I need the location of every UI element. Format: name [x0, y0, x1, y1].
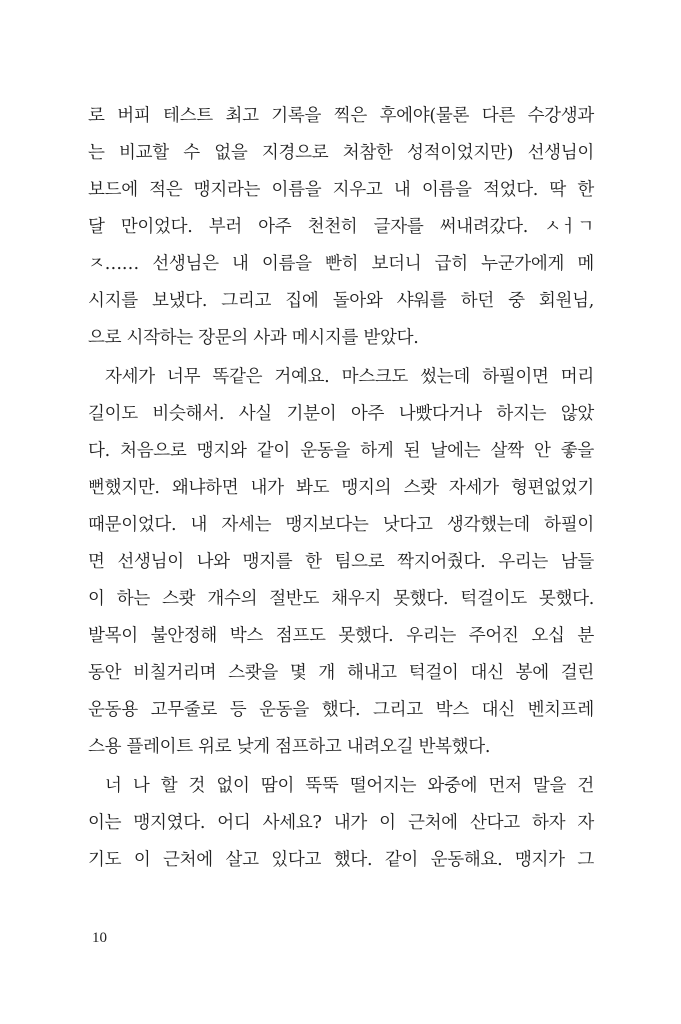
text-line: 시지를 보냈다. 그리고 집에 돌아와 샤워를 하던 중 회원님,: [88, 291, 594, 311]
body-text: [88, 98, 594, 879]
text-line: 자세가 너무 똑같은 거예요. 마스크도 썼는데 하필이면 머리: [105, 367, 594, 387]
paragraph-3: [88, 768, 594, 879]
text-line: 뻔했지만. 왜냐하면 내가 봐도 맹지의 스쾃 자세가 형편없었기: [88, 478, 594, 498]
text-line: 로 버피 테스트 최고 기록을 찍은 후에야(물론 다른 수강생과: [88, 106, 594, 126]
text-line: 보드에 적은 맹지라는 이름을 지우고 내 이름을 적었다. 딱 한: [88, 180, 594, 200]
text-line: 길이도 비슷해서. 사실 기분이 아주 나빴다거나 하지는 않았: [88, 404, 594, 424]
text-line: 발목이 불안정해 박스 점프도 못했다. 우리는 주어진 오십 분: [88, 626, 594, 646]
text-line: ㅈ…… 선생님은 내 이름을 빤히 보더니 급히 누군가에게 메: [88, 254, 594, 274]
text-line: 스용 플레이트 위로 낮게 점프하고 내려오길 반복했다.: [88, 737, 491, 757]
text-line: 기도 이 근처에 살고 있다고 했다. 같이 운동해요. 맹지가 그: [88, 850, 594, 870]
text-line: 달 만이었다. 부러 아주 천천히 글자를 써내려갔다. ㅅㅓㄱ: [88, 217, 594, 237]
paragraph-2: [88, 359, 594, 766]
text-line: 이는 맹지였다. 어디 사세요? 내가 이 근처에 산다고 하자 자: [88, 813, 594, 833]
text-line: 이 하는 스쾃 개수의 절반도 채우지 못했다. 턱걸이도 못했다.: [88, 589, 594, 609]
text-line: 운동용 고무줄로 등 운동을 했다. 그리고 박스 대신 벤치프레: [88, 700, 594, 720]
text-line: 동안 비칠거리며 스쾃을 몇 개 해내고 턱걸이 대신 봉에 걸린: [88, 663, 594, 683]
text-line: 으로 시작하는 장문의 사과 메시지를 받았다.: [88, 328, 419, 348]
text-line: 면 선생님이 나와 맹지를 한 팀으로 짝지어줬다. 우리는 남들: [88, 552, 594, 572]
paragraph-1: [88, 98, 594, 357]
text-line: 다. 처음으로 맹지와 같이 운동을 하게 된 날에는 살짝 안 좋을: [88, 441, 594, 461]
text-line: 는 비교할 수 없을 지경으로 처참한 성적이었지만) 선생님이: [88, 143, 594, 163]
text-line: 너 나 할 것 없이 땀이 뚝뚝 떨어지는 와중에 먼저 말을 건: [105, 776, 594, 796]
text-line: 때문이었다. 내 자세는 맹지보다는 낫다고 생각했는데 하필이: [88, 515, 594, 535]
page-number: 10: [92, 930, 107, 946]
